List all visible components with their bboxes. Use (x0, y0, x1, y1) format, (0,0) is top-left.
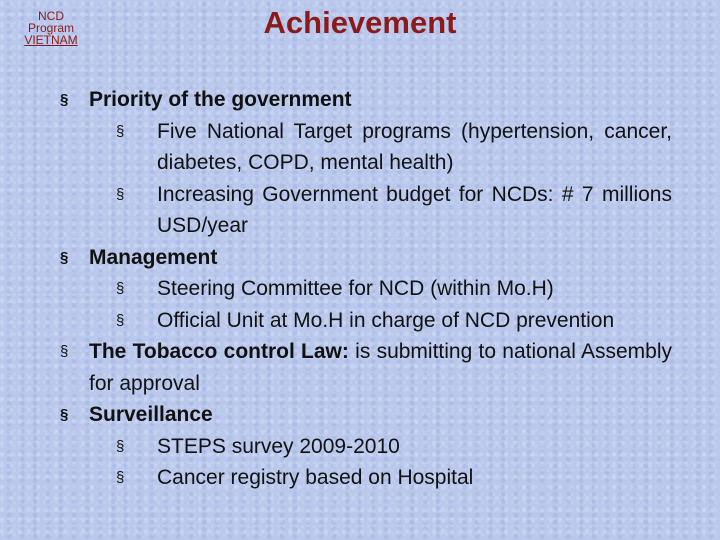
bullet-text: Official Unit at Mo.H in charge of NCD prevention (157, 308, 615, 332)
bullet-management (60, 242, 672, 274)
bullet-text: Cancer registry based on Hospital (157, 466, 474, 489)
bullet-icon: § (116, 122, 125, 140)
bullet-text: Five National Target programs (hypertension, cancer, diabetes, COPD, mental health) (157, 119, 672, 174)
bullet-surveillance (60, 399, 672, 431)
logo-line-3: VIETNAM (24, 33, 78, 47)
bullet-icon: § (116, 185, 125, 203)
subbullet-steering-committee (60, 273, 672, 305)
bullet-icon: § (116, 280, 125, 297)
subbullet-national-target-programs (60, 116, 672, 179)
bullet-text: Steering Committee for NCD (within Mo.H) (157, 277, 554, 300)
bullet-text: Priority of the government (89, 88, 352, 111)
subbullet-government-budget (60, 179, 672, 242)
bullet-priority-of-government (60, 84, 672, 116)
bullet-text: STEPS survey 2009-2010 (157, 434, 400, 458)
bullet-icon: § (60, 91, 69, 108)
subbullet-official-unit (60, 305, 672, 337)
slide-title: Achievement (263, 5, 457, 40)
bullet-text: Management (89, 245, 218, 269)
bullet-icon: § (60, 343, 69, 360)
bullet-icon: § (116, 469, 125, 486)
bullet-tobacco-control-law (60, 336, 672, 399)
bullet-icon: § (60, 248, 69, 266)
bullet-text-bold: The Tobacco control Law: (89, 340, 349, 363)
subbullet-steps-survey (60, 431, 672, 463)
bullet-text: Increasing Government budget for NCDs: # 7 millions USD/year (157, 182, 672, 237)
bullet-text: is submitting to national Assembly for approval (89, 340, 672, 395)
bullet-list (60, 84, 672, 494)
bullet-text: Surveillance (89, 403, 213, 426)
bullet-icon: § (116, 437, 125, 455)
bullet-icon: § (60, 406, 69, 423)
logo-line-2: Program (27, 21, 74, 35)
bullet-icon: § (116, 311, 125, 329)
subbullet-cancer-registry (60, 462, 672, 494)
logo-line-1: NCD (38, 9, 64, 23)
